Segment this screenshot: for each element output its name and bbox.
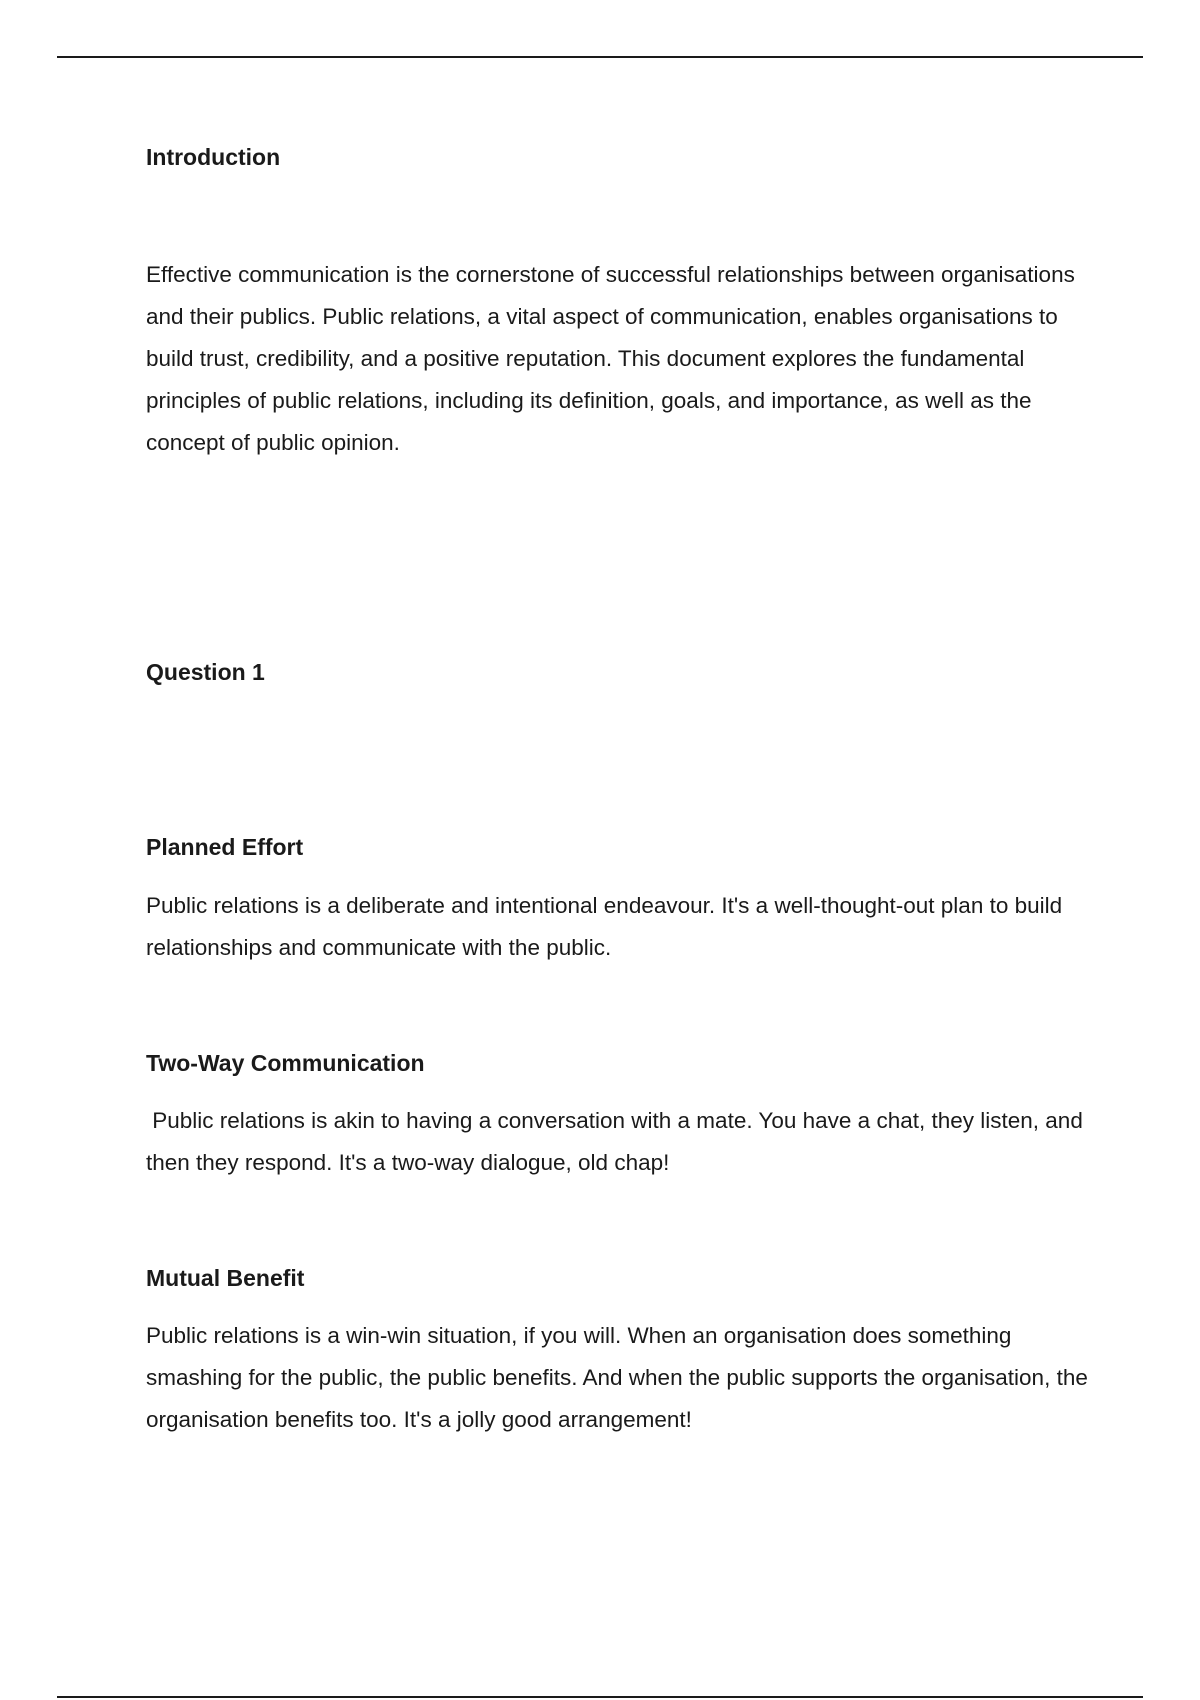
subheading-two-way-communication: Two-Way Communication <box>146 1050 425 1076</box>
section-heading-introduction: Introduction <box>146 144 281 170</box>
mutual-benefit-paragraph: Public relations is a win-win situation, if you will. When an organisation does something smashing for the public, the public benefits. And when the public supports the organisation, the organisation benefits too. It's a jolly good arrangement! <box>146 1323 1088 1432</box>
two-way-communication-paragraph: Public relations is akin to having a conversation with a mate. You have a chat, they listen, and then they respond. It's a two-way dialogue, old chap! <box>146 1108 1090 1175</box>
footer-rule <box>57 1696 1143 1698</box>
header-rule <box>57 56 1143 58</box>
subheading-mutual-benefit: Mutual Benefit <box>146 1265 305 1291</box>
subheading-planned-effort: Planned Effort <box>146 834 304 860</box>
section-heading-question-1: Question 1 <box>146 659 265 685</box>
introduction-paragraph: Effective communication is the cornerstone of successful relationships between organisations and their publics. Public relations, a vital aspect of communication, enables organisations to build trust, credibility, and a positive reputation. This document explores the fundamental principles of public relations, including its definition, goals, and importance, as well as the concept of public opinion. <box>146 262 1075 455</box>
planned-effort-paragraph: Public relations is a deliberate and intentional endeavour. It's a well-thought-out plan to build relationships and communicate with the public. <box>146 893 1063 960</box>
